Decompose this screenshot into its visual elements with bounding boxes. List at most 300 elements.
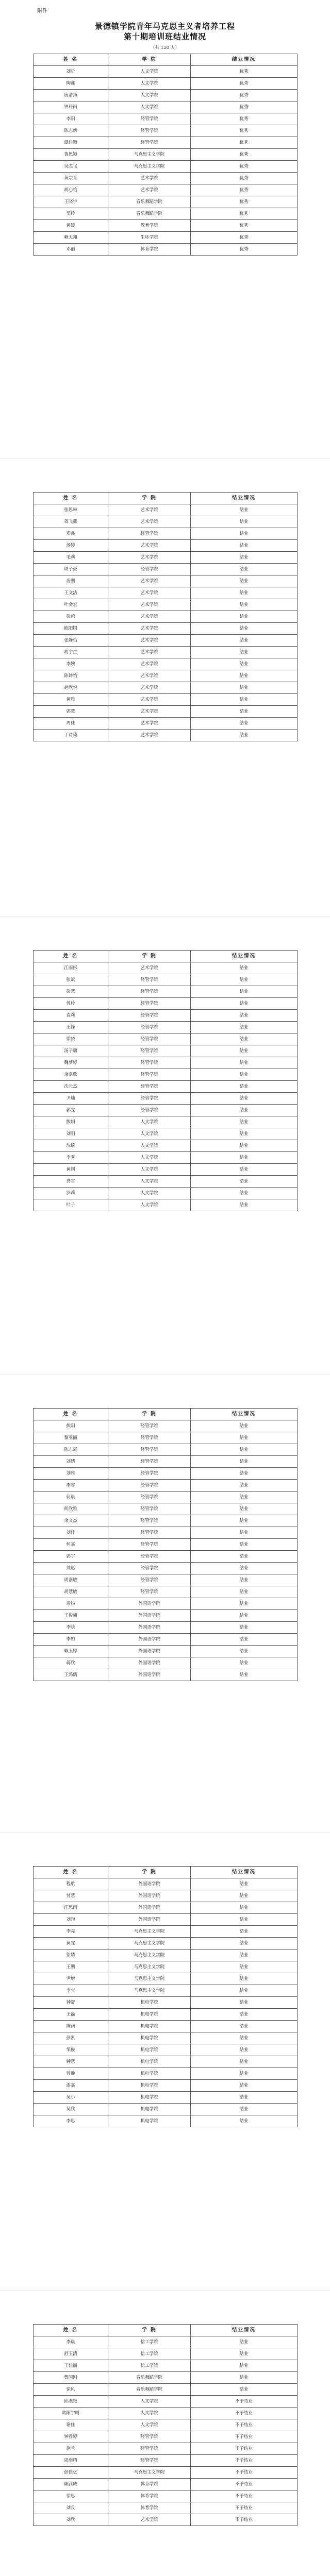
cell-college: 机电学院 [108, 1997, 191, 2009]
table-row [34, 516, 298, 528]
cell-name: 王俊楠 [34, 1610, 108, 1622]
cell-status: 结业 [191, 1022, 298, 1033]
document-page [0, 1374, 330, 1832]
cell-college: 外国语学院 [108, 1914, 191, 1926]
cell-status: 结业 [191, 599, 298, 611]
cell-college: 信工学院 [108, 2348, 191, 2360]
cell-status: 结业 [191, 1093, 298, 1105]
table-header-row [34, 1867, 298, 1878]
cell-college: 经管学院 [108, 1010, 191, 1022]
cell-name: 刘昕 [34, 66, 108, 78]
table-row [34, 1116, 298, 1128]
cell-status: 结业 [191, 2021, 298, 2032]
cell-name: 吴龙飞 [34, 161, 108, 173]
cell-college: 经管学院 [108, 1105, 191, 1116]
table-row [34, 706, 298, 718]
table-row [34, 575, 298, 587]
cell-status: 结业 [191, 516, 298, 528]
cell-status: 结业 [191, 1973, 298, 1985]
document-page [0, 916, 330, 1374]
cell-name: 程航 [34, 1878, 108, 1890]
cell-college: 机电学院 [108, 2009, 191, 2021]
cell-name: 刘欣 [34, 2514, 108, 2526]
table-row [34, 1188, 298, 1199]
cell-college: 音乐舞蹈学院 [108, 2384, 191, 2396]
cell-name: 王文洁 [34, 587, 108, 599]
cell-name: 罗莉 [34, 1188, 108, 1199]
cell-name: 尹灿 [34, 1093, 108, 1105]
cell-status: 结业 [191, 1622, 298, 1634]
header-college: 学 院 [108, 951, 191, 962]
table-row [34, 718, 298, 730]
cell-status: 结业 [191, 998, 298, 1010]
table-row [34, 1657, 298, 1669]
table-row [34, 1176, 298, 1188]
table-row [34, 137, 298, 149]
table-row [34, 1164, 298, 1176]
table-row [34, 2080, 298, 2092]
cell-name: 尹增 [34, 1973, 108, 1985]
cell-status: 优秀 [191, 149, 298, 161]
cell-status: 结业 [191, 1492, 298, 1503]
cell-name: 余文杰 [34, 1515, 108, 1527]
header-name: 姓 名 [34, 1867, 108, 1878]
cell-college: 经管学院 [108, 1420, 191, 1432]
table-row [34, 2419, 298, 2431]
header-name: 姓 名 [34, 54, 108, 66]
cell-college: 经管学院 [108, 1515, 191, 1527]
cell-name: 周雨晴 [34, 2455, 108, 2467]
table-row [34, 528, 298, 540]
table-row [34, 244, 298, 256]
document-title: 景德镇学院青年马克思主义者培养工程 [94, 22, 235, 31]
table-header-row [34, 2325, 298, 2336]
table-row [34, 2092, 298, 2104]
cell-name: 叶子 [34, 1199, 108, 1211]
cell-status: 结业 [191, 2372, 298, 2384]
table-row [34, 125, 298, 137]
cell-status: 优秀 [191, 244, 298, 256]
cell-status: 结业 [191, 2032, 298, 2044]
cell-name: 王鸿儒 [34, 1669, 108, 1681]
cell-name: 李思 [34, 2115, 108, 2127]
cell-name: 余嘉欣 [34, 1069, 108, 1081]
table-row [34, 1973, 298, 1985]
cell-name: 漆嘉 [34, 2080, 108, 2092]
cell-status: 结业 [191, 1515, 298, 1527]
cell-college: 人文学院 [108, 90, 191, 101]
cell-status: 结业 [191, 1574, 298, 1586]
cell-name: 谢佳 [34, 2419, 108, 2431]
cell-college: 外国语学院 [108, 1669, 191, 1681]
cell-status: 结业 [191, 1468, 298, 1480]
table-row [34, 2115, 298, 2127]
cell-college: 艺术学院 [108, 611, 191, 623]
cell-college: 艺术学院 [108, 623, 191, 635]
cell-college: 机电学院 [108, 2092, 191, 2104]
cell-name: 李秀 [34, 1152, 108, 1164]
table-row [34, 611, 298, 623]
cell-college: 经管学院 [108, 2455, 191, 2467]
cell-college: 外国语学院 [108, 1890, 191, 1902]
table-row [34, 2490, 298, 2502]
cell-college: 艺术学院 [108, 718, 191, 730]
cell-status: 结业 [191, 1045, 298, 1057]
cell-name: 刘惠 [34, 1563, 108, 1574]
cell-name: 王锋 [34, 1022, 108, 1033]
table-row [34, 1914, 298, 1926]
table-row [34, 2431, 298, 2443]
cell-college: 马克思主义学院 [108, 161, 191, 173]
header-college: 学 院 [108, 493, 191, 504]
cell-status: 结业 [191, 1069, 298, 1081]
cell-college: 外国语学院 [108, 1878, 191, 1890]
cell-status: 结业 [191, 1586, 298, 1598]
table-row [34, 504, 298, 516]
cell-name: 胡慧敏 [34, 1586, 108, 1598]
cell-status: 结业 [191, 2384, 298, 2396]
cell-college: 人文学院 [108, 78, 191, 90]
table-row [34, 986, 298, 998]
cell-status: 结业 [191, 718, 298, 730]
cell-status: 结业 [191, 2080, 298, 2092]
table-row [34, 161, 298, 173]
cell-name: 毛莉 [34, 552, 108, 564]
table-row [34, 1634, 298, 1646]
table-row [34, 2408, 298, 2419]
cell-status: 结业 [191, 1657, 298, 1669]
document-page [0, 1832, 330, 2290]
cell-status: 结业 [191, 1610, 298, 1622]
cell-status: 不予结业 [191, 2408, 298, 2419]
cell-college: 机电学院 [108, 2104, 191, 2115]
cell-status: 结业 [191, 647, 298, 658]
cell-name: 吴小 [34, 2092, 108, 2104]
cell-college: 人文学院 [108, 1176, 191, 1188]
cell-college: 机电学院 [108, 2080, 191, 2092]
roster-table [33, 950, 298, 1211]
table-row [34, 1199, 298, 1211]
cell-name: 陈武威 [34, 2479, 108, 2490]
table-row [34, 2021, 298, 2032]
cell-status: 结业 [191, 635, 298, 647]
cell-status: 结业 [191, 575, 298, 587]
cell-college: 经管学院 [108, 998, 191, 1010]
table-row [34, 184, 298, 196]
cell-college: 艺术学院 [108, 647, 191, 658]
table-row [34, 2514, 298, 2526]
cell-status: 优秀 [191, 125, 298, 137]
cell-status: 结业 [191, 682, 298, 694]
cell-name: 谭佳颖 [34, 137, 108, 149]
cell-name: 陈志豪 [34, 1444, 108, 1456]
cell-name: 徐思 [34, 2490, 108, 2502]
cell-name: 彭慧 [34, 986, 108, 998]
cell-name: 周扬 [34, 1598, 108, 1610]
cell-name: 黄国 [34, 1164, 108, 1176]
cell-college: 艺术学院 [108, 552, 191, 564]
table-row [34, 564, 298, 575]
cell-college: 人文学院 [108, 1164, 191, 1176]
cell-college: 人文学院 [108, 2408, 191, 2419]
table-row [34, 1045, 298, 1057]
cell-college: 艺术学院 [108, 504, 191, 516]
header-college: 学 院 [108, 1867, 191, 1878]
cell-college: 人文学院 [108, 1140, 191, 1152]
cell-status: 结业 [191, 1527, 298, 1539]
cell-status: 结业 [191, 1444, 298, 1456]
cell-name: 张静怡 [34, 635, 108, 647]
document-page [0, 0, 330, 458]
cell-college: 艺术学院 [108, 635, 191, 647]
cell-college: 马克思主义学院 [108, 1950, 191, 1961]
cell-status: 结业 [191, 540, 298, 552]
cell-college: 经管学院 [108, 1432, 191, 1444]
cell-name: 王磊 [34, 2009, 108, 2021]
cell-status: 结业 [191, 1669, 298, 1681]
table-row [34, 66, 298, 78]
cell-status: 结业 [191, 1985, 298, 1997]
cell-name: 黄宗育 [34, 173, 108, 184]
table-row [34, 1527, 298, 1539]
table-row [34, 1902, 298, 1914]
cell-college: 经管学院 [108, 1081, 191, 1093]
cell-status: 结业 [191, 1456, 298, 1468]
table-row [34, 1938, 298, 1950]
table-row [34, 2396, 298, 2408]
cell-college: 体育学院 [108, 244, 191, 256]
roster-table [33, 492, 298, 741]
cell-status: 结业 [191, 1188, 298, 1199]
table-row [34, 694, 298, 706]
cell-college: 经管学院 [108, 1527, 191, 1539]
cell-name: 舒玉清 [34, 2348, 108, 2360]
cell-status: 结业 [191, 1033, 298, 1045]
cell-name: 曹国刚 [34, 2372, 108, 2384]
cell-status: 结业 [191, 1503, 298, 1515]
cell-status: 结业 [191, 2092, 298, 2104]
cell-college: 经管学院 [108, 986, 191, 998]
table-row [34, 1878, 298, 1890]
cell-status: 结业 [191, 670, 298, 682]
table-row [34, 1574, 298, 1586]
header-college: 学 院 [108, 1409, 191, 1420]
cell-college: 艺术学院 [108, 670, 191, 682]
cell-name: 刘明 [34, 1128, 108, 1140]
cell-status: 结业 [191, 1878, 298, 1890]
cell-college: 教育学院 [108, 220, 191, 232]
cell-college: 机电学院 [108, 2056, 191, 2068]
table-row [34, 1432, 298, 1444]
cell-status: 结业 [191, 1914, 298, 1926]
cell-status: 结业 [191, 1997, 298, 2009]
table-row [34, 552, 298, 564]
cell-status: 结业 [191, 1890, 298, 1902]
cell-status: 结业 [191, 694, 298, 706]
cell-name: 吴欣 [34, 2104, 108, 2115]
cell-name: 周子豪 [34, 564, 108, 575]
cell-college: 经管学院 [108, 1468, 191, 1480]
cell-status: 结业 [191, 1105, 298, 1116]
cell-name: 李如 [34, 1634, 108, 1646]
cell-college: 经管学院 [108, 528, 191, 540]
table-row [34, 1128, 298, 1140]
table-row [34, 670, 298, 682]
cell-name: 王佳丽 [34, 2360, 108, 2372]
table-row [34, 1057, 298, 1069]
cell-status: 结业 [191, 552, 298, 564]
table-row [34, 540, 298, 552]
cell-name: 钟慧 [34, 2056, 108, 2068]
cell-name: 李晗 [34, 1622, 108, 1634]
table-row [34, 1926, 298, 1938]
cell-status: 结业 [191, 1646, 298, 1657]
table-row [34, 149, 298, 161]
roster-table [33, 1866, 298, 2127]
cell-name: 何晨 [34, 1492, 108, 1503]
cell-college: 机电学院 [108, 2032, 191, 2044]
cell-college: 艺术学院 [108, 694, 191, 706]
cell-name: 钟玲雨 [34, 101, 108, 113]
table-header-row [34, 951, 298, 962]
cell-college: 艺术学院 [108, 706, 191, 718]
table-row [34, 2104, 298, 2115]
cell-status: 结业 [191, 1551, 298, 1563]
header-status: 结业情况 [191, 2325, 298, 2336]
cell-status: 优秀 [191, 196, 298, 208]
cell-status: 结业 [191, 1961, 298, 1973]
cell-college: 人文学院 [108, 1128, 191, 1140]
roster-table [33, 2324, 298, 2526]
table-row [34, 1081, 298, 1093]
cell-status: 结业 [191, 1938, 298, 1950]
cell-college: 经管学院 [108, 974, 191, 986]
table-row [34, 1539, 298, 1551]
cell-status: 结业 [191, 706, 298, 718]
table-row [34, 647, 298, 658]
cell-college: 人文学院 [108, 66, 191, 78]
cell-name: 鲁思颖 [34, 149, 108, 161]
table-row [34, 2443, 298, 2455]
cell-college: 经管学院 [108, 1539, 191, 1551]
cell-name: 吴玲 [34, 208, 108, 220]
cell-status: 结业 [191, 1926, 298, 1938]
cell-college: 马克思主义学院 [108, 149, 191, 161]
table-header-row [34, 1409, 298, 1420]
cell-college: 经管学院 [108, 1057, 191, 1069]
cell-name: 蒋飞燕 [34, 516, 108, 528]
document-page [0, 458, 330, 916]
cell-status: 结业 [191, 2068, 298, 2080]
cell-college: 机电学院 [108, 2115, 191, 2127]
cell-name: 张思琳 [34, 504, 108, 516]
cell-status: 结业 [191, 2044, 298, 2056]
table-row [34, 2336, 298, 2348]
cell-name: 沈元杰 [34, 1081, 108, 1093]
table-row [34, 1468, 298, 1480]
table-row [34, 1563, 298, 1574]
cell-college: 经管学院 [108, 1444, 191, 1456]
cell-status: 优秀 [191, 113, 298, 125]
cell-status: 优秀 [191, 232, 298, 244]
cell-status: 结业 [191, 730, 298, 741]
cell-college: 经管学院 [108, 125, 191, 137]
table-row [34, 196, 298, 208]
cell-name: 叶金宏 [34, 599, 108, 611]
cell-college: 人文学院 [108, 1199, 191, 1211]
cell-name: 黄雯 [34, 1938, 108, 1950]
cell-name: 曾玲 [34, 998, 108, 1010]
cell-status: 结业 [191, 1152, 298, 1164]
cell-college: 经管学院 [108, 1456, 191, 1468]
cell-name: 张斌 [34, 974, 108, 986]
cell-college: 经管学院 [108, 1069, 191, 1081]
cell-name: 邹俊 [34, 2044, 108, 2056]
cell-name: 刘良 [34, 2502, 108, 2514]
page-separator [0, 1832, 330, 1833]
table-row [34, 1622, 298, 1634]
cell-college: 艺术学院 [108, 599, 191, 611]
roster-table [33, 54, 298, 256]
cell-name: 陈志新 [34, 125, 108, 137]
cell-status: 结业 [191, 1563, 298, 1574]
cell-status: 优秀 [191, 184, 298, 196]
cell-college: 人文学院 [108, 101, 191, 113]
cell-college: 外国语学院 [108, 1610, 191, 1622]
cell-college: 马克思主义学院 [108, 1961, 191, 1973]
cell-college: 马克思主义学院 [108, 1973, 191, 1985]
cell-college: 机电学院 [108, 2044, 191, 2056]
cell-name: 赵欣悦 [34, 682, 108, 694]
header-status: 结业情况 [191, 951, 298, 962]
cell-name: 黄雅 [34, 694, 108, 706]
cell-name: 施兰 [34, 2443, 108, 2455]
cell-status: 结业 [191, 1057, 298, 1069]
cell-name: 胡心怡 [34, 184, 108, 196]
cell-college: 艺术学院 [108, 516, 191, 528]
cell-name: 欧阳宇晴 [34, 2408, 108, 2419]
header-status: 结业情况 [191, 54, 298, 66]
cell-name: 何欣雅 [34, 1503, 108, 1515]
cell-college: 马克思主义学院 [108, 1985, 191, 1997]
header-status: 结业情况 [191, 1867, 298, 1878]
header-name: 姓 名 [34, 493, 108, 504]
cell-status: 结业 [191, 623, 298, 635]
cell-status: 不予结业 [191, 2502, 298, 2514]
cell-name: 魏梦婷 [34, 1057, 108, 1069]
cell-college: 经管学院 [108, 1503, 191, 1515]
header-college: 学 院 [108, 2325, 191, 2336]
cell-college: 人文学院 [108, 1188, 191, 1199]
cell-name: 彭凯 [34, 2032, 108, 2044]
table-row [34, 587, 298, 599]
cell-college: 经管学院 [108, 1586, 191, 1598]
table-row [34, 2348, 298, 2360]
cell-status: 结业 [191, 1010, 298, 1022]
cell-college: 外国语学院 [108, 1598, 191, 1610]
cell-name: 李阳 [34, 113, 108, 125]
cell-status: 优秀 [191, 101, 298, 113]
cell-status: 结业 [191, 1950, 298, 1961]
cell-status: 结业 [191, 2115, 298, 2127]
document-subtitle: 第十期培训班结业情况 [123, 32, 206, 41]
cell-college: 经管学院 [108, 1033, 191, 1045]
cell-college: 经管学院 [108, 113, 191, 125]
cell-status: 不予结业 [191, 2455, 298, 2467]
table-row [34, 974, 298, 986]
cell-college: 信工学院 [108, 2336, 191, 2348]
cell-status: 结业 [191, 962, 298, 974]
